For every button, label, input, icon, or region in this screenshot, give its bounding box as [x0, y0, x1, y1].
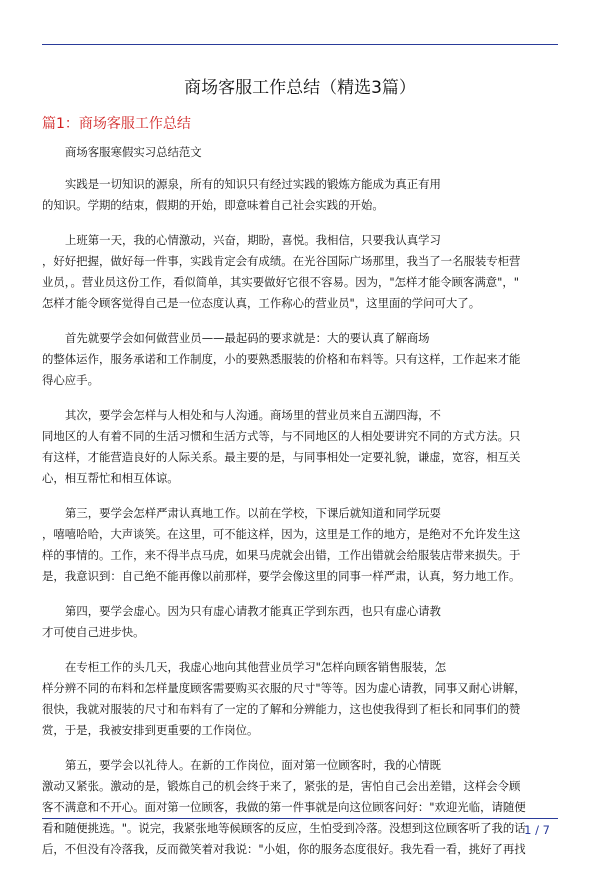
paragraph-line: 后，不但没有冷落我，反而微笑着对我说："小姐，你的服务态度很好。我先看一看，挑好了再找 [42, 842, 526, 856]
page-number: 1 / 7 [524, 823, 550, 837]
paragraph-line: 的整体运作，服务承诺和工作制度，小的要熟悉服装的价格和布料等。只有这样，工作起来才能 [42, 352, 521, 366]
paragraph-line: 有这样，才能营造良好的人际关系。最主要的是，与同事相处一定要礼貌，谦虚，宽容，相互关 [42, 450, 521, 464]
paragraph-line: 同地区的人有着不同的生活习惯和生活方式等，与不同地区的人相处要讲究不同的方式方法。只 [42, 429, 521, 443]
paragraph-line: 心，相互帮忙和相互体谅。 [42, 471, 179, 485]
paragraph-line: 第三，要学会怎样严肃认真地工作。以前在学校，下课后就知道和同学玩耍 [65, 506, 441, 520]
paragraph-line: 首先就要学会如何做营业员——最起码的要求就是：大的要认真了解商场 [65, 331, 430, 345]
paragraph-line: 业员，。营业员这份工作，看似简单，其实要做好它很不容易。因为，"怎样才能令顾客满意"，" [42, 275, 520, 289]
paragraph-line: 商场客服寒假实习总结范文 [65, 145, 202, 159]
paragraph-line: 样分辨不同的布料和怎样量度顾客需要购买衣服的尺寸"等等。因为虚心请教，同事又耐心讲解， [42, 681, 526, 695]
document-body [42, 142, 558, 874]
paragraph-line: 激动又紧张。激动的是，锻炼自己的机会终于来了，紧张的是，害怕自己会出差错，这样会令顾 [42, 779, 521, 793]
document-title: 商场客服工作总结（精选3篇） [184, 78, 416, 98]
paragraph-line: 第五，要学会以礼待人。在新的工作岗位，面对第一位顾客时，我的心情既 [65, 758, 441, 772]
paragraph-line: 其次，要学会怎样与人相处和与人沟通。商场里的营业员来自五湖四海，不 [65, 408, 441, 422]
paragraph-line: 客不满意和不开心。面对第一位顾客，我做的第一件事就是向这位顾客问好："欢迎光临，请随便 [42, 800, 526, 814]
paragraph-line: 在专柜工作的头几天，我虚心地向其他营业员学习"怎样向顾客销售服装，怎 [65, 660, 447, 674]
paragraph-line: ，嘻嘻哈哈，大声谈笑。在这里，可不能这样，因为，这里是工作的地方，是绝对不允许发生这 [42, 527, 521, 541]
paragraph-line: 样的事情的。工作，来不得半点马虎，如果马虎就会出错，工作出错就会给服装店带来损失。于 [42, 548, 521, 562]
paragraph-line: 看和随便挑选。"。说完，我紧张地等候顾客的反应，生怕受到冷落。没想到这位顾客听了我的话 [42, 821, 526, 835]
paragraph [42, 230, 558, 314]
section-heading: 篇1：商场客服工作总结 [42, 116, 191, 132]
paragraph [42, 657, 558, 741]
paragraph-line: 是，我意识到：自己绝不能再像以前那样，要学会像这里的同事一样严肃，认真，努力地工作。 [42, 569, 521, 583]
paragraph-line: 上班第一天，我的心情激动，兴奋，期盼，喜悦。我相信，只要我认真学习 [65, 233, 441, 247]
paragraph [42, 328, 558, 391]
paragraph-line: 怎样才能令顾客觉得自己是一位态度认真，工作称心的营业员"，这里面的学问可大了。 [42, 296, 481, 310]
paragraph [42, 755, 558, 860]
paragraph [42, 405, 558, 489]
paragraph [42, 142, 558, 163]
paragraph-line: 第四，要学会虚心。因为只有虚心请教才能真正学到东西，也只有虚心请教 [65, 604, 441, 618]
paragraph-line: 赏，于是，我被安排到更重要的工作岗位。 [42, 723, 259, 737]
paragraph-line: 实践是一切知识的源泉，所有的知识只有经过实践的锻炼方能成为真正有用 [65, 177, 441, 191]
paragraph-line: 很快，我就对服装的尺寸和布料有了一定的了解和分辨能力，这也使我得到了柜长和同事们的赞 [42, 702, 521, 716]
header-rule [42, 44, 558, 45]
paragraph [42, 601, 558, 643]
paragraph [42, 503, 558, 587]
paragraph-line: 得心应手。 [42, 373, 99, 387]
paragraph-line: 的知识。学期的结束，假期的开始，即意味着自己社会实践的开始。 [42, 198, 384, 212]
paragraph-line: ，好好把握，做好每一件事，实践肯定会有成绩。在光谷国际广场那里，我当了一名服装专柜营 [42, 254, 521, 268]
paragraph-line: 才可使自己进步快。 [42, 625, 145, 639]
footer-rule [42, 818, 558, 819]
paragraph [42, 174, 558, 216]
